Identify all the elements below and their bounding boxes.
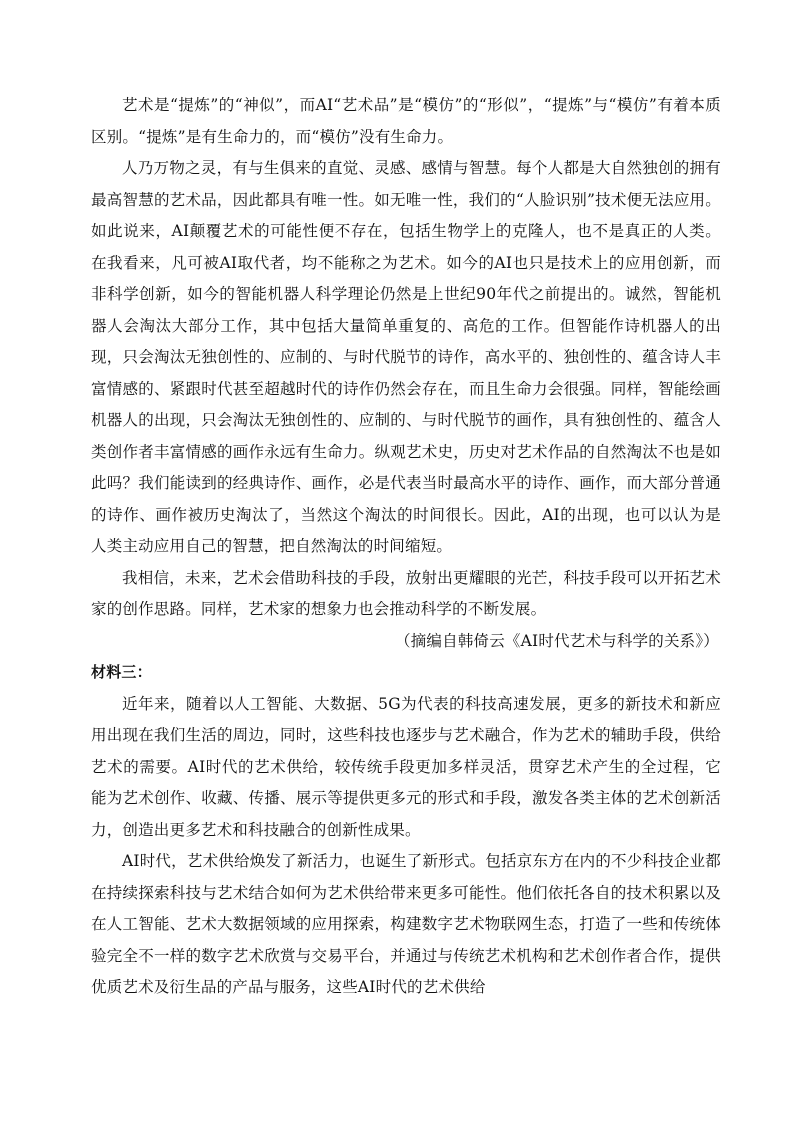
paragraph-ai-art-supply: 近年来，随着以人工智能、大数据、5G为代表的科技高速发展，更多的新技术和新应用出现在我们生活的周边，同时，这些科技也逐步与艺术融合，作为艺术的辅助手段，供给艺术的需要。AI时代的艺术供给，较传统手段更加多样灵活，贯穿艺术产生的全过程，它能为艺术创作、收藏、传播、展示等提供更多元的形式和手段，激发各类主体的艺术创新活力，创造出更多艺术和科技融合的创新性成果。: [91, 694, 721, 839]
paragraph-ai-era-new-forms: AI时代，艺术供给焕发了新活力，也诞生了新形式。包括京东方在内的不少科技企业都在持续探索科技与艺术结合如何为艺术供给带来更多可能性。他们依托各自的技术积累以及在人工智能、艺术大数据领域的应用探索，构建数字艺术物联网生态，打造了一些和传统体验完全不一样的数字艺术欣赏与交易平台，并通过与传统艺术机构和艺术创作者合作，提供优质艺术及衍生品的产品与服务，这些AI时代的艺术供给: [91, 852, 721, 996]
paragraph-art-refinement: 艺术是“提炼”的“神似”，而AI“艺术品”是“模仿”的“形似”，“提炼”与“模仿”有着本质区别。“提炼”是有生命力的，而“模仿”没有生命力。: [91, 96, 721, 146]
source-citation: （摘编自韩倚云《AI时代艺术与科学的关系》）: [395, 631, 719, 650]
section-heading-material-three: 材料三：: [91, 663, 152, 681]
document-page: [91, 90, 721, 1004]
paragraph-human-uniqueness: 人乃万物之灵，有与生俱来的直觉、灵感、感情与智慧。每个人都是大自然独创的拥有最高智慧的艺术品，因此都具有唯一性。如无唯一性，我们的“人脸识别”技术便无法应用。如此说来，AI颠覆艺术的可能性便不存在，包括生物学上的克隆人，也不是真正的人类。在我看来，凡可被AI取代者，均不能称之为艺术。如今的AI也只是技术上的应用创新，而非科学创新，如今的智能机器人科学理论仍然是上世纪90年代之前提出的。诚然，智能机器人会淘汰大部分工作，其中包括大量简单重复的、高危的工作。但智能作诗机器人的出现，只会淘汰无独创性的、应制的、与时代脱节的诗作，高水平的、独创性的、蕴含诗人丰富情感的、紧跟时代甚至超越时代的诗作仍然会存在，而且生命力会很强。同样，智能绘画机器人的出现，只会淘汰无独创性的、应制的、与时代脱节的画作，具有独创性的、蕴含人类创作者丰富情感的画作永远有生命力。纵观艺术史，历史对艺术作品的自然淘汰不也是如此吗？我们能读到的经典诗作、画作，必是代表当时最高水平的诗作、画作，而大部分普通的诗作、画作被历史淘汰了，当然这个淘汰的时间很长。因此，AI的出现，也可以认为是人类主动应用自己的智慧，把自然淘汰的时间缩短。: [91, 159, 721, 555]
paragraph-future-art-tech: 我相信，未来，艺术会借助科技的手段，放射出更耀眼的光芒，科技手段可以开拓艺术家的创作思路。同样，艺术家的想象力也会推动科学的不断发展。: [91, 568, 721, 618]
